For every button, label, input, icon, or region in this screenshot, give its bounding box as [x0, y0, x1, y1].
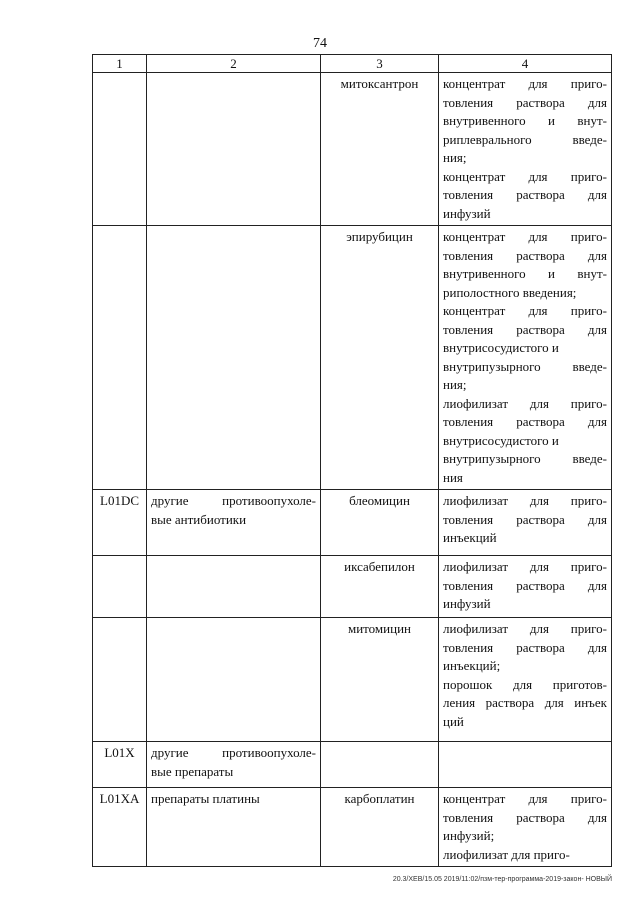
drug-name-cell: карбоплатин — [321, 788, 439, 867]
dosage-form-cell — [439, 742, 612, 788]
dosage-form-line: внутривенного и внут- — [443, 113, 607, 128]
dosage-form-line: инъекций — [443, 530, 497, 545]
dosage-form-line: внутрипузырного введе- — [443, 451, 607, 466]
dosage-form-line: инфузий; — [443, 828, 495, 843]
dosage-form-line: товления раствора для — [443, 639, 607, 655]
dosage-form-line: товления раствора для — [443, 577, 607, 593]
group-text-line: вые препараты — [151, 763, 234, 779]
atc-code-cell: L01XA — [93, 788, 147, 867]
atc-code-cell — [93, 226, 147, 490]
dosage-form-line: лиофилизат для приго- — [443, 846, 570, 862]
dosage-form-line: внутрисосудистого и — [443, 432, 559, 448]
dosage-form-line: концентрат для приго- — [443, 76, 607, 91]
dosage-form-line: концентрат для приго- — [443, 168, 607, 184]
dosage-form-line: лиофилизат для приго- — [443, 395, 607, 411]
drug-name-cell: митомицин — [321, 618, 439, 742]
dosage-form-cell — [439, 226, 612, 490]
dosage-form-line: риплеврального введе- — [443, 131, 607, 147]
table-row — [93, 73, 612, 226]
dosage-form-line: товления раствора для — [443, 247, 607, 263]
group-cell — [147, 490, 321, 556]
dosage-form-line: лиофилизат для приго- — [443, 559, 607, 574]
dosage-form-cell — [439, 788, 612, 867]
dosage-form-line: внутрипузырного введе- — [443, 358, 607, 374]
atc-code-cell — [93, 618, 147, 742]
dosage-form-line: товления раствора для — [443, 187, 607, 202]
column-header: 3 — [321, 55, 439, 73]
group-text-line: вые антибиотики — [151, 511, 247, 527]
dosage-form-line: товления раствора для — [443, 94, 607, 110]
group-cell — [147, 742, 321, 788]
dosage-form-line: инфузий — [443, 596, 491, 611]
dosage-form-line: ций — [443, 713, 464, 729]
dosage-form-line: внутривенного и внут- — [443, 266, 607, 281]
table-row — [93, 226, 612, 490]
atc-code-cell — [93, 73, 147, 226]
column-header: 1 — [93, 55, 147, 73]
column-header: 2 — [147, 55, 321, 73]
dosage-form-line: порошок для приготов- — [443, 676, 607, 692]
column-header: 4 — [439, 55, 612, 73]
footer-stamp: 20.3/XEB/15.05 2019/11:02/пзм-тер-программа-2019-закон- НОВЫЙ — [392, 876, 612, 883]
dosage-form-line: ния; — [443, 377, 467, 392]
atc-code-cell — [93, 556, 147, 618]
table-header-row — [93, 55, 612, 73]
drug-name-cell: иксабепилон — [321, 556, 439, 618]
group-text-line: другие противоопухоле- — [151, 745, 316, 760]
table-row — [93, 788, 612, 867]
dosage-form-line: товления раствора для — [443, 414, 607, 429]
dosage-form-line: инъекций; — [443, 658, 501, 673]
dosage-form-line: ления раствора для инъек — [443, 695, 607, 710]
drug-name-cell: митоксантрон — [321, 73, 439, 226]
drug-name-cell: блеомицин — [321, 490, 439, 556]
dosage-form-line: риполостного введения; — [443, 284, 577, 300]
dosage-form-line: ния; — [443, 150, 467, 165]
table-row — [93, 618, 612, 742]
dosage-form-line: концентрат для приго- — [443, 303, 607, 318]
group-cell — [147, 73, 321, 226]
table-row — [93, 490, 612, 556]
dosage-form-line: лиофилизат для приго- — [443, 493, 607, 508]
dosage-form-line: товления раствора для — [443, 511, 607, 527]
group-text-line: препараты платины — [151, 791, 260, 806]
dosage-form-cell — [439, 556, 612, 618]
table-row — [93, 556, 612, 618]
group-cell — [147, 556, 321, 618]
dosage-form-line: лиофилизат для приго- — [443, 621, 607, 636]
atc-code-cell: L01X — [93, 742, 147, 788]
dosage-form-line: внутрисосудистого и — [443, 340, 559, 355]
group-cell — [147, 618, 321, 742]
dosage-form-line: концентрат для приго- — [443, 791, 607, 806]
dosage-form-line: инфузий — [443, 205, 491, 221]
group-text-line: другие противоопухоле- — [151, 493, 316, 508]
page-number: 74 — [313, 36, 327, 51]
dosage-form-cell — [439, 73, 612, 226]
dosage-form-cell — [439, 618, 612, 742]
dosage-form-line: ния — [443, 469, 463, 485]
drug-name-cell: эпирубицин — [321, 226, 439, 490]
dosage-form-line: товления раствора для — [443, 809, 607, 825]
dosage-form-line: товления раствора для — [443, 321, 607, 337]
atc-code-cell: L01DC — [93, 490, 147, 556]
dosage-form-line: концентрат для приго- — [443, 229, 607, 244]
drug-name-cell — [321, 742, 439, 788]
drug-table — [92, 54, 612, 867]
dosage-form-cell — [439, 490, 612, 556]
group-cell — [147, 788, 321, 867]
table-row — [93, 742, 612, 788]
group-cell — [147, 226, 321, 490]
